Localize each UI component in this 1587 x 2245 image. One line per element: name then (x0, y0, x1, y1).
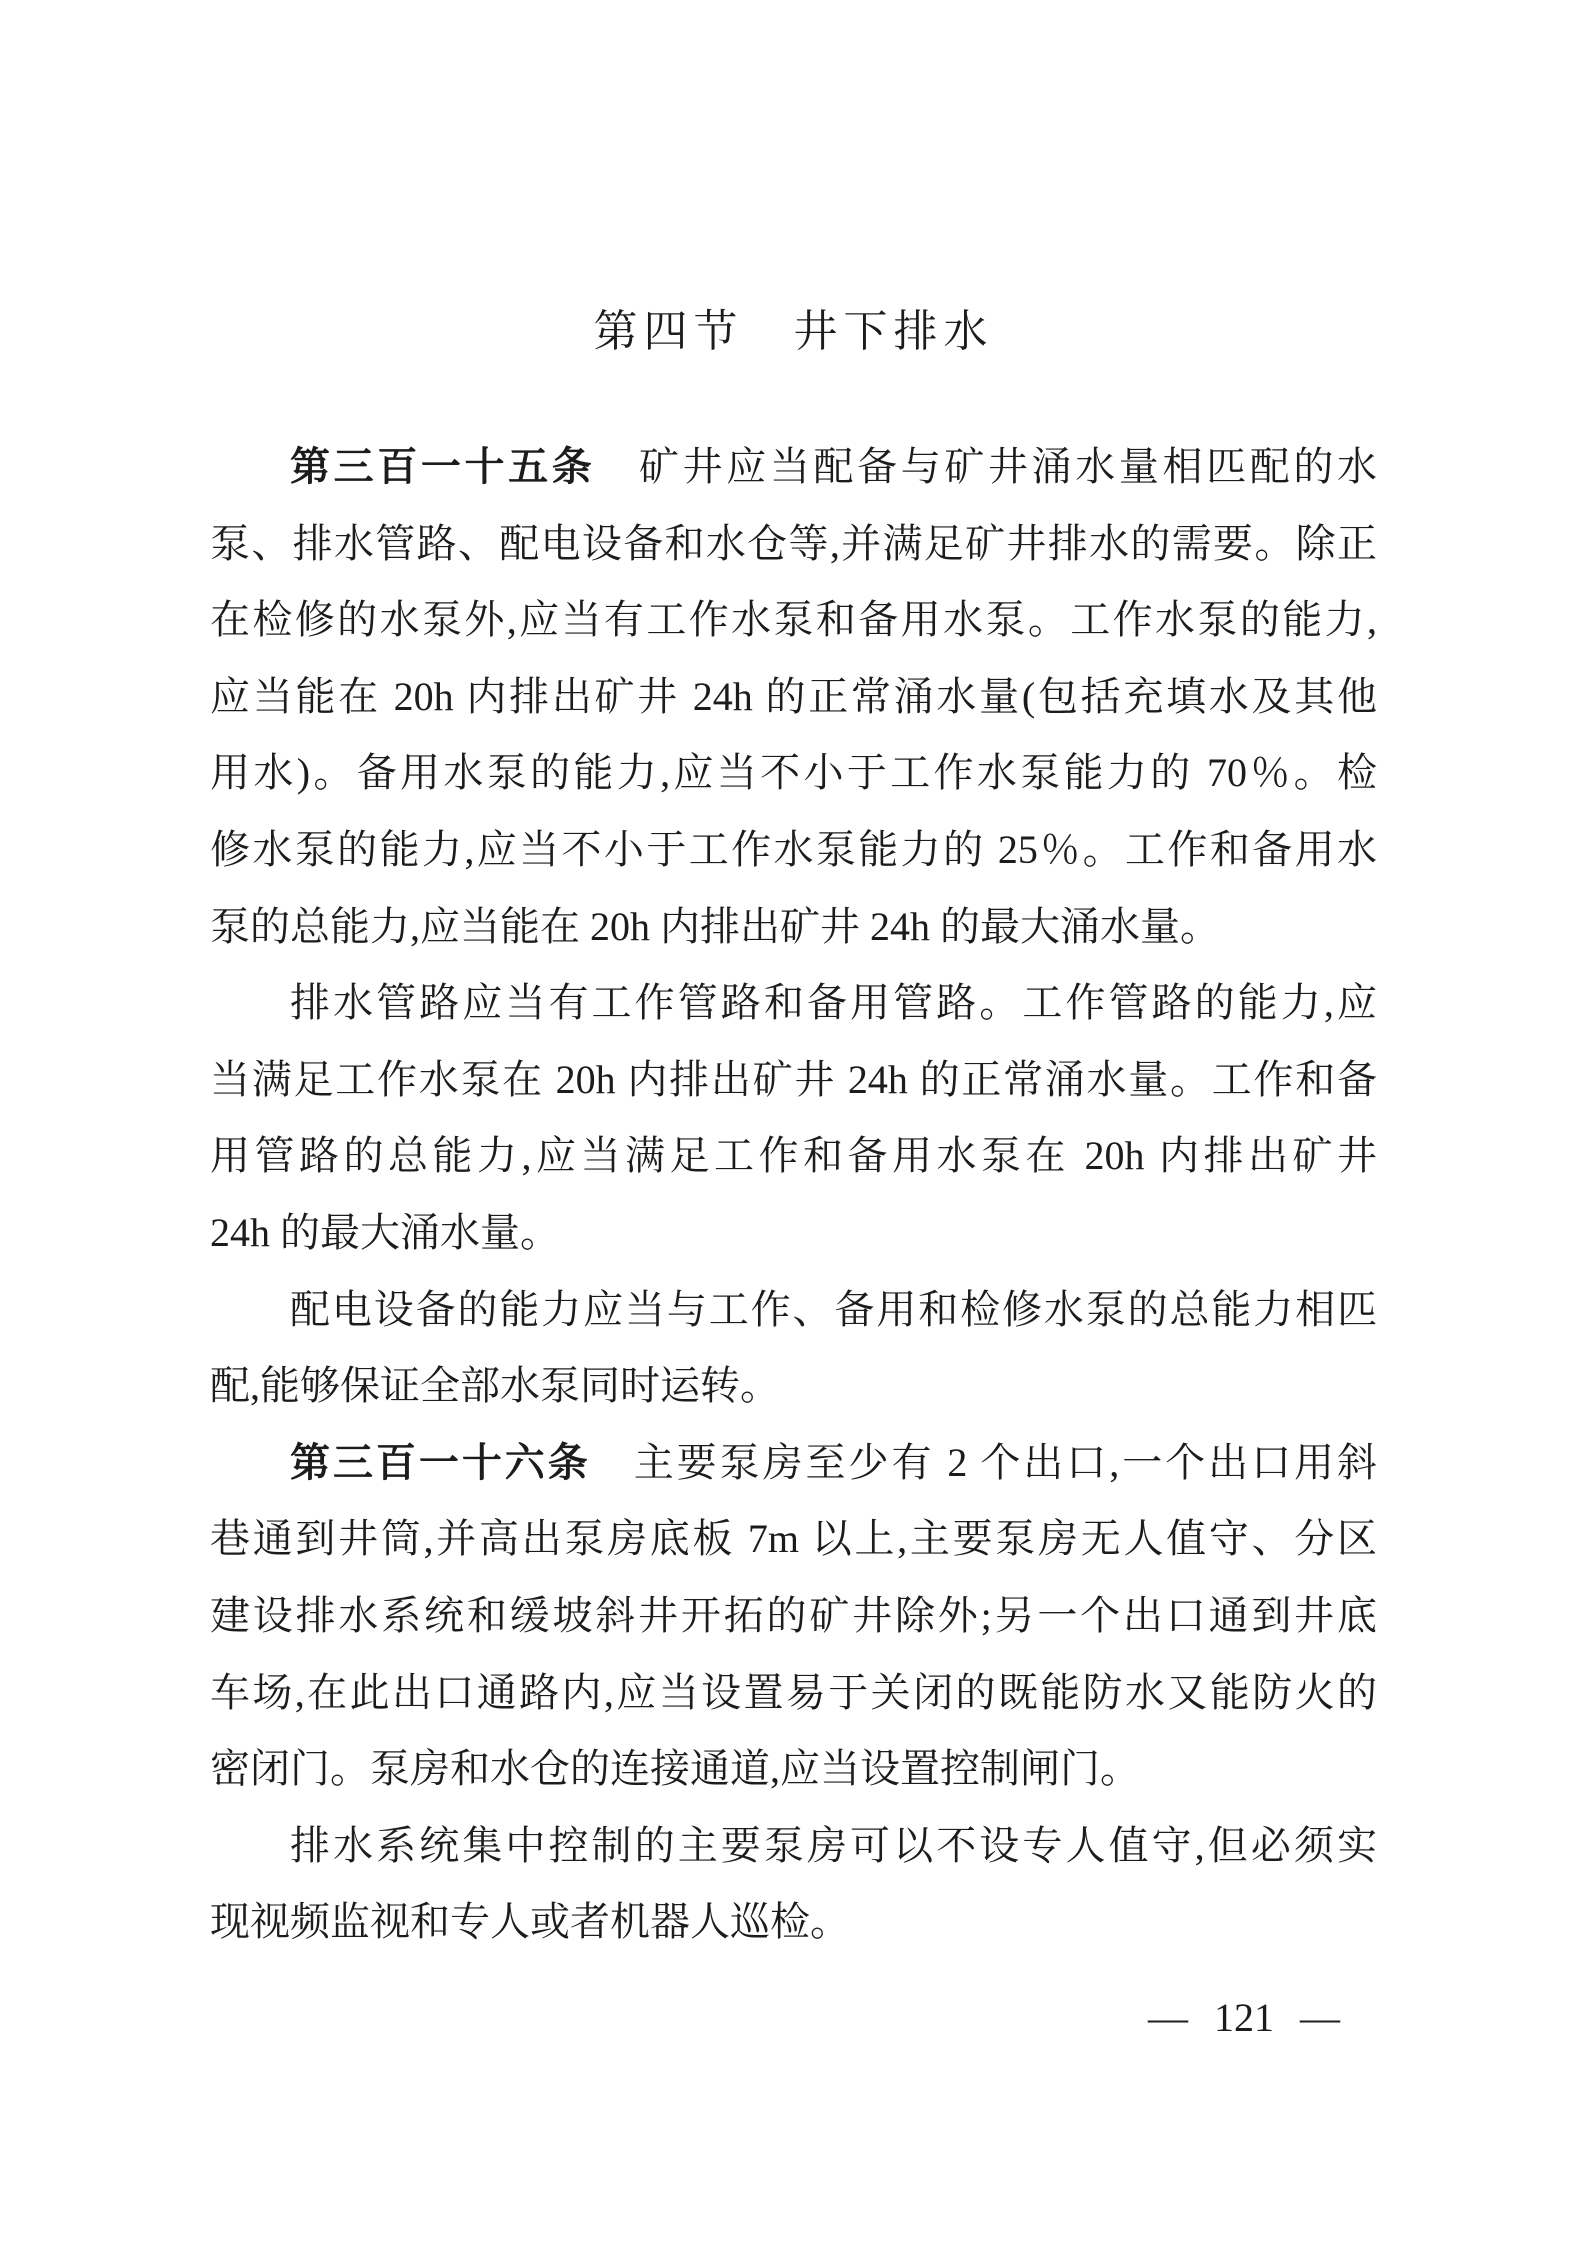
text-line: 24h 的最大涌水量。 (210, 1209, 560, 1255)
article-number: 第三百一十五条 (290, 445, 596, 489)
body-text (210, 429, 1377, 1961)
text-line: 泵、排水管路、配电设备和水仓等,并满足矿井排水的需要。除正 (210, 520, 1377, 566)
text-line: 密闭门。泵房和水仓的连接通道,应当设置控制闸门。 (210, 1746, 1140, 1792)
text-line: 现视频监视和专人或者机器人巡检。 (210, 1899, 850, 1945)
text-line: 用管路的总能力,应当满足工作和备用水泵在 20h 内排出矿井 (210, 1133, 1377, 1179)
text-line: 第三百一十六条 主要泵房至少有 2 个出口,一个出口用斜 (290, 1439, 1378, 1485)
text-line: 在检修的水泵外,应当有工作水泵和备用水泵。工作水泵的能力, (210, 597, 1377, 643)
text-line: 排水管路应当有工作管路和备用管路。工作管路的能力,应 (290, 980, 1377, 1026)
text-line: 当满足工作水泵在 20h 内排出矿井 24h 的正常涌水量。工作和备 (210, 1056, 1377, 1102)
section-heading: 第四节 井下排水 (593, 307, 994, 356)
text-line: 修水泵的能力,应当不小于工作水泵能力的 25％。工作和备用水 (210, 826, 1377, 872)
text-line: 应当能在 20h 内排出矿井 24h 的正常涌水量(包括充填水及其他 (210, 673, 1377, 719)
text-line: 泵的总能力,应当能在 20h 内排出矿井 24h 的最大涌水量。 (210, 903, 1220, 949)
text-line: 配电设备的能力应当与工作、备用和检修水泵的总能力相匹 (290, 1286, 1377, 1332)
article-number: 第三百一十六条 (290, 1440, 591, 1485)
text-line: 排水系统集中控制的主要泵房可以不设专人值守,但必须实 (290, 1822, 1377, 1868)
text-line: 用水)。备用水泵的能力,应当不小于工作水泵能力的 70％。检 (210, 750, 1377, 796)
text-line: 建设排水系统和缓坡斜井开拓的矿井除外;另一个出口通到井底 (210, 1592, 1377, 1638)
text-line: 巷通到井筒,并高出泵房底板 7m 以上,主要泵房无人值守、分区 (210, 1516, 1377, 1562)
text-line: 第三百一十五条 矿井应当配备与矿井涌水量相匹配的水 (290, 444, 1377, 489)
text-line: 配,能够保证全部水泵同时运转。 (210, 1363, 780, 1409)
page-number: — 121 — (1148, 1995, 1340, 2040)
text-line: 车场,在此出口通路内,应当设置易于关闭的既能防水又能防火的 (210, 1669, 1377, 1715)
